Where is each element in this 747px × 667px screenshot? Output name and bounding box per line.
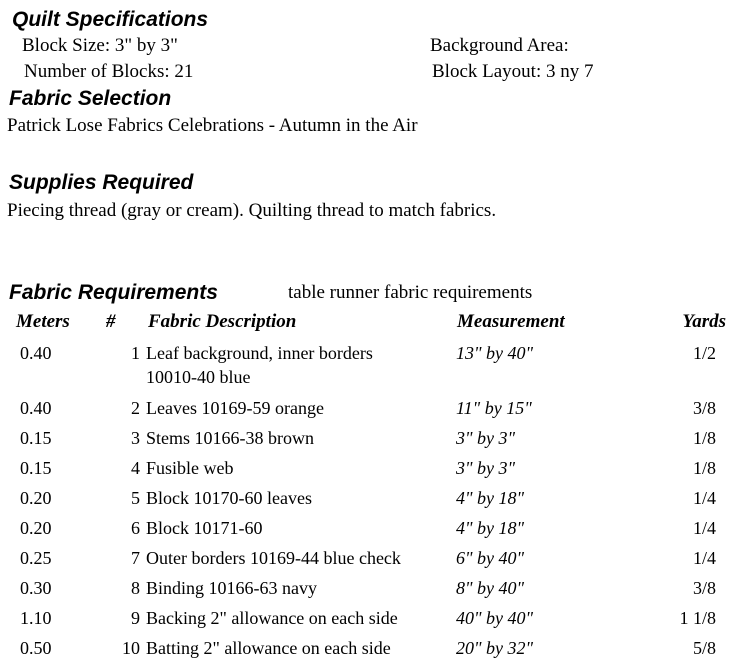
description-cell: Fusible web: [146, 458, 234, 478]
table-row: [0, 457, 747, 487]
number-cell: 10: [122, 638, 140, 658]
yards-cell: 3/8: [692, 398, 716, 418]
description-cell: Stems 10166-38 brown: [146, 428, 314, 448]
meters-cell: 0.15: [20, 428, 52, 448]
meters-cell: 0.20: [20, 488, 52, 508]
fabric-selection-heading: Fabric Selection: [9, 87, 172, 110]
number-cell: 2: [131, 398, 140, 418]
number-cell: 1: [131, 343, 140, 363]
yards-cell: 5/8: [692, 638, 716, 658]
meters-cell: 0.40: [20, 398, 52, 418]
table-row: [0, 547, 747, 577]
yards-cell: 1/8: [692, 428, 716, 448]
yards-cell: 1/4: [692, 548, 716, 568]
description-cell: Backing 2" allowance on each side: [146, 608, 398, 628]
meters-cell: 0.30: [20, 578, 52, 598]
number-cell: 7: [131, 548, 140, 568]
table-row: [0, 342, 747, 387]
table-row: [0, 637, 747, 667]
number-cell: 6: [131, 518, 140, 538]
description-cell: Block 10171-60: [146, 518, 263, 538]
fabric-requirements-subtitle: table runner fabric requirements: [288, 282, 533, 303]
description-cell: Block 10170-60 leaves: [146, 488, 312, 508]
fabric-selection-text: Patrick Lose Fabrics Celebrations - Autumn in the Air: [7, 115, 418, 136]
meters-cell: 1.10: [20, 608, 52, 628]
meters-cell: 0.40: [20, 343, 52, 363]
number-cell: 3: [131, 428, 140, 448]
supplies-required-text: Piecing thread (gray or cream). Quilting thread to match fabrics.: [7, 200, 497, 221]
measurement-cell: 3" by 3": [456, 428, 516, 448]
number-cell: 9: [131, 608, 140, 628]
quilt-specifications-heading: Quilt Specifications: [12, 8, 209, 31]
description-cell: Outer borders 10169-44 blue check: [146, 548, 401, 568]
measurement-cell: 4" by 18": [456, 518, 525, 538]
column-header-measurement: Measurement: [457, 311, 565, 332]
fabric-requirements-heading: Fabric Requirements: [9, 281, 218, 304]
description-cell: Binding 10166-63 navy: [146, 578, 317, 598]
column-header-yards: Yards: [682, 311, 726, 332]
yards-cell: 1/8: [692, 458, 716, 478]
description-cell: Batting 2" allowance on each side: [146, 638, 391, 658]
yards-cell: 1 1/8: [679, 608, 716, 628]
description-cell-line2: 10010-40 blue: [146, 367, 251, 387]
yards-cell: 1/2: [692, 343, 716, 363]
yards-cell: 1/4: [692, 488, 716, 508]
measurement-cell: 3" by 3": [456, 458, 516, 478]
yards-cell: 1/4: [692, 518, 716, 538]
block-layout-text: Block Layout: 3 ny 7: [432, 61, 594, 82]
table-row: [0, 577, 747, 607]
column-header-number: #: [106, 311, 116, 332]
number-cell: 5: [131, 488, 140, 508]
number-of-blocks-text: Number of Blocks: 21: [24, 61, 194, 82]
measurement-cell: 20" by 32": [456, 638, 534, 658]
supplies-required-heading: Supplies Required: [9, 171, 194, 194]
yards-cell: 3/8: [692, 578, 716, 598]
measurement-cell: 40" by 40": [456, 608, 534, 628]
meters-cell: 0.50: [20, 638, 52, 658]
measurement-cell: 6" by 40": [456, 548, 525, 568]
table-row: [0, 397, 747, 427]
measurement-cell: 4" by 18": [456, 488, 525, 508]
meters-cell: 0.15: [20, 458, 52, 478]
background-area-text: Background Area:: [430, 35, 569, 56]
table-row: [0, 607, 747, 637]
description-cell: Leaf background, inner borders: [146, 343, 373, 363]
block-size-text: Block Size: 3" by 3": [22, 35, 178, 56]
meters-cell: 0.20: [20, 518, 52, 538]
meters-cell: 0.25: [20, 548, 52, 568]
number-cell: 4: [131, 458, 140, 478]
table-row: [0, 487, 747, 517]
column-header-meters: Meters: [16, 311, 70, 332]
column-header-description: Fabric Description: [148, 311, 297, 332]
measurement-cell: 8" by 40": [456, 578, 525, 598]
number-cell: 8: [131, 578, 140, 598]
table-row: [0, 427, 747, 457]
measurement-cell: 13" by 40": [456, 343, 534, 363]
description-cell: Leaves 10169-59 orange: [146, 398, 324, 418]
measurement-cell: 11" by 15": [456, 398, 532, 418]
table-row: [0, 517, 747, 547]
